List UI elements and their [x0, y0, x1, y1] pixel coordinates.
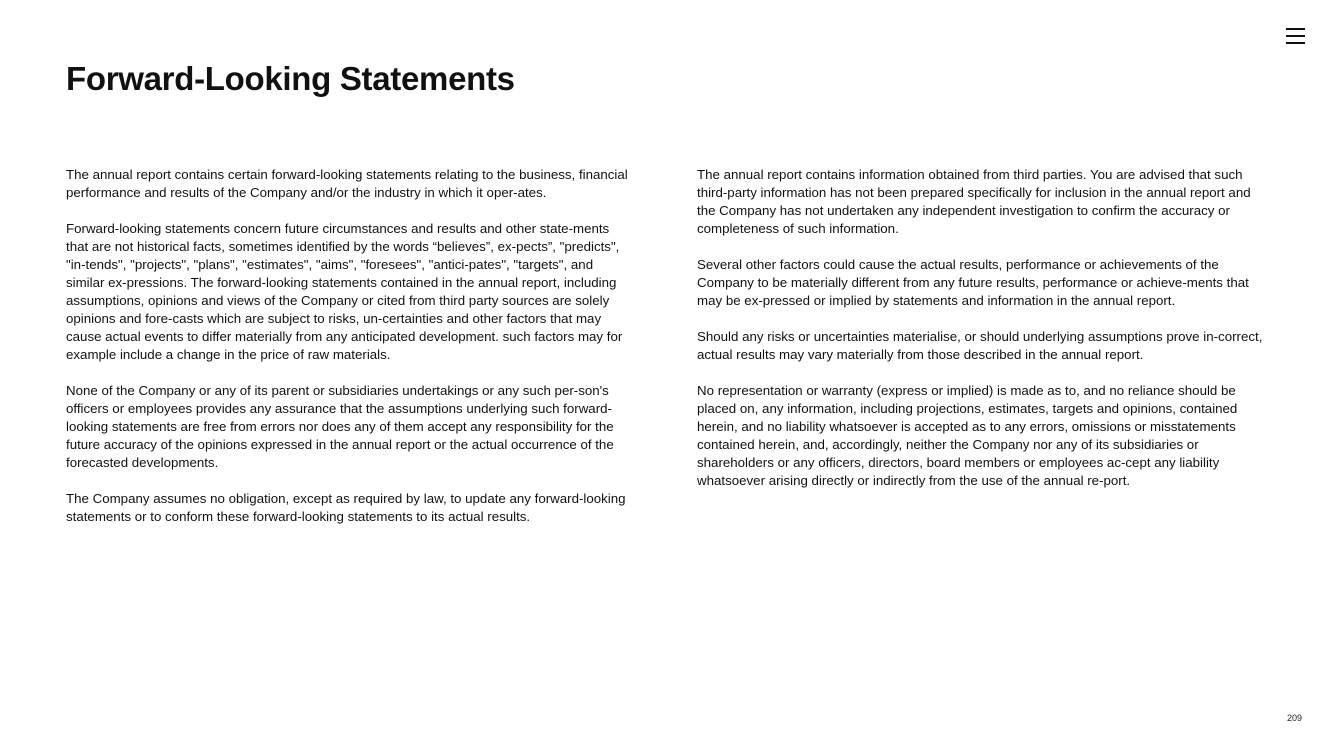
- paragraph: Forward-looking statements concern future circumstances and results and other state-ments that are not historical facts, sometimes identified by the words “believes”, ex-pects”, "predicts", "in-tends", "projects", "plans", "estimates", "aims", "foresees", "antici-pates", "targets", and similar ex-pressions. The forward-looking statements contained in the annual report, including assumptions, opinions and views of the Company or cited from third party sources are solely opinions and fore-casts which are subject to risks, un-certainties and other factors that may cause actual events to differ materially from any anticipated development. such factors may for example include a change in the price of raw materials.: [66, 221, 623, 362]
- paragraph: The Company assumes no obligation, except as required by law, to update any forward-looking statements or to conform these forward-looking statements to its actual results.: [66, 491, 626, 524]
- menu-button[interactable]: [1285, 26, 1307, 46]
- page-number: 209: [1287, 713, 1303, 723]
- paragraph: Several other factors could cause the actual results, performance or achievements of the Company to be materially different from any future results, performance or achieve-ments that may be ex-pressed or implied by statements and information in the annual report.: [697, 257, 1249, 308]
- right-text-column: [697, 166, 1269, 508]
- page-title: Forward-Looking Statements: [66, 60, 515, 97]
- paragraph: No representation or warranty (express or implied) is made as to, and no reliance should be placed on, any information, including projections, estimates, targets and opinions, contained herein, and no liability whatsoever is accepted as to any errors, omissions or misstatements contained herein, and, accordingly, neither the Company nor any of its subsidiaries or shareholders or any officers, directors, board members or employees ac-cept any liability whatsoever arising directly or indirectly from the use of the annual re-port.: [697, 383, 1238, 488]
- hamburger-menu-icon-line: [1286, 42, 1305, 44]
- left-text-column: [66, 166, 634, 544]
- paragraph: The annual report contains certain forward-looking statements relating to the business, financial performance and results of the Company and/or the industry in which it oper-ates.: [66, 167, 628, 200]
- hamburger-menu-icon: [1286, 28, 1305, 30]
- hamburger-menu-icon-line: [1286, 35, 1305, 37]
- paragraph: The annual report contains information obtained from third parties. You are advised that such third-party information has not been prepared specifically for inclusion in the annual report and the Company has not undertaken any independent investigation to confirm the accuracy or completeness of such information.: [697, 167, 1251, 236]
- paragraph: Should any risks or uncertainties materialise, or should underlying assumptions prove in-correct, actual results may vary materially from those described in the annual report.: [697, 329, 1263, 362]
- paragraph: None of the Company or any of its parent or subsidiaries undertakings or any such per-son's officers or employees provides any assurance that the assumptions underlying such forward-looking statements are free from errors nor does any of them accept any responsibility for the future accuracy of the opinions expressed in the annual report or the actual occurrence of the forecasted developments.: [66, 383, 614, 470]
